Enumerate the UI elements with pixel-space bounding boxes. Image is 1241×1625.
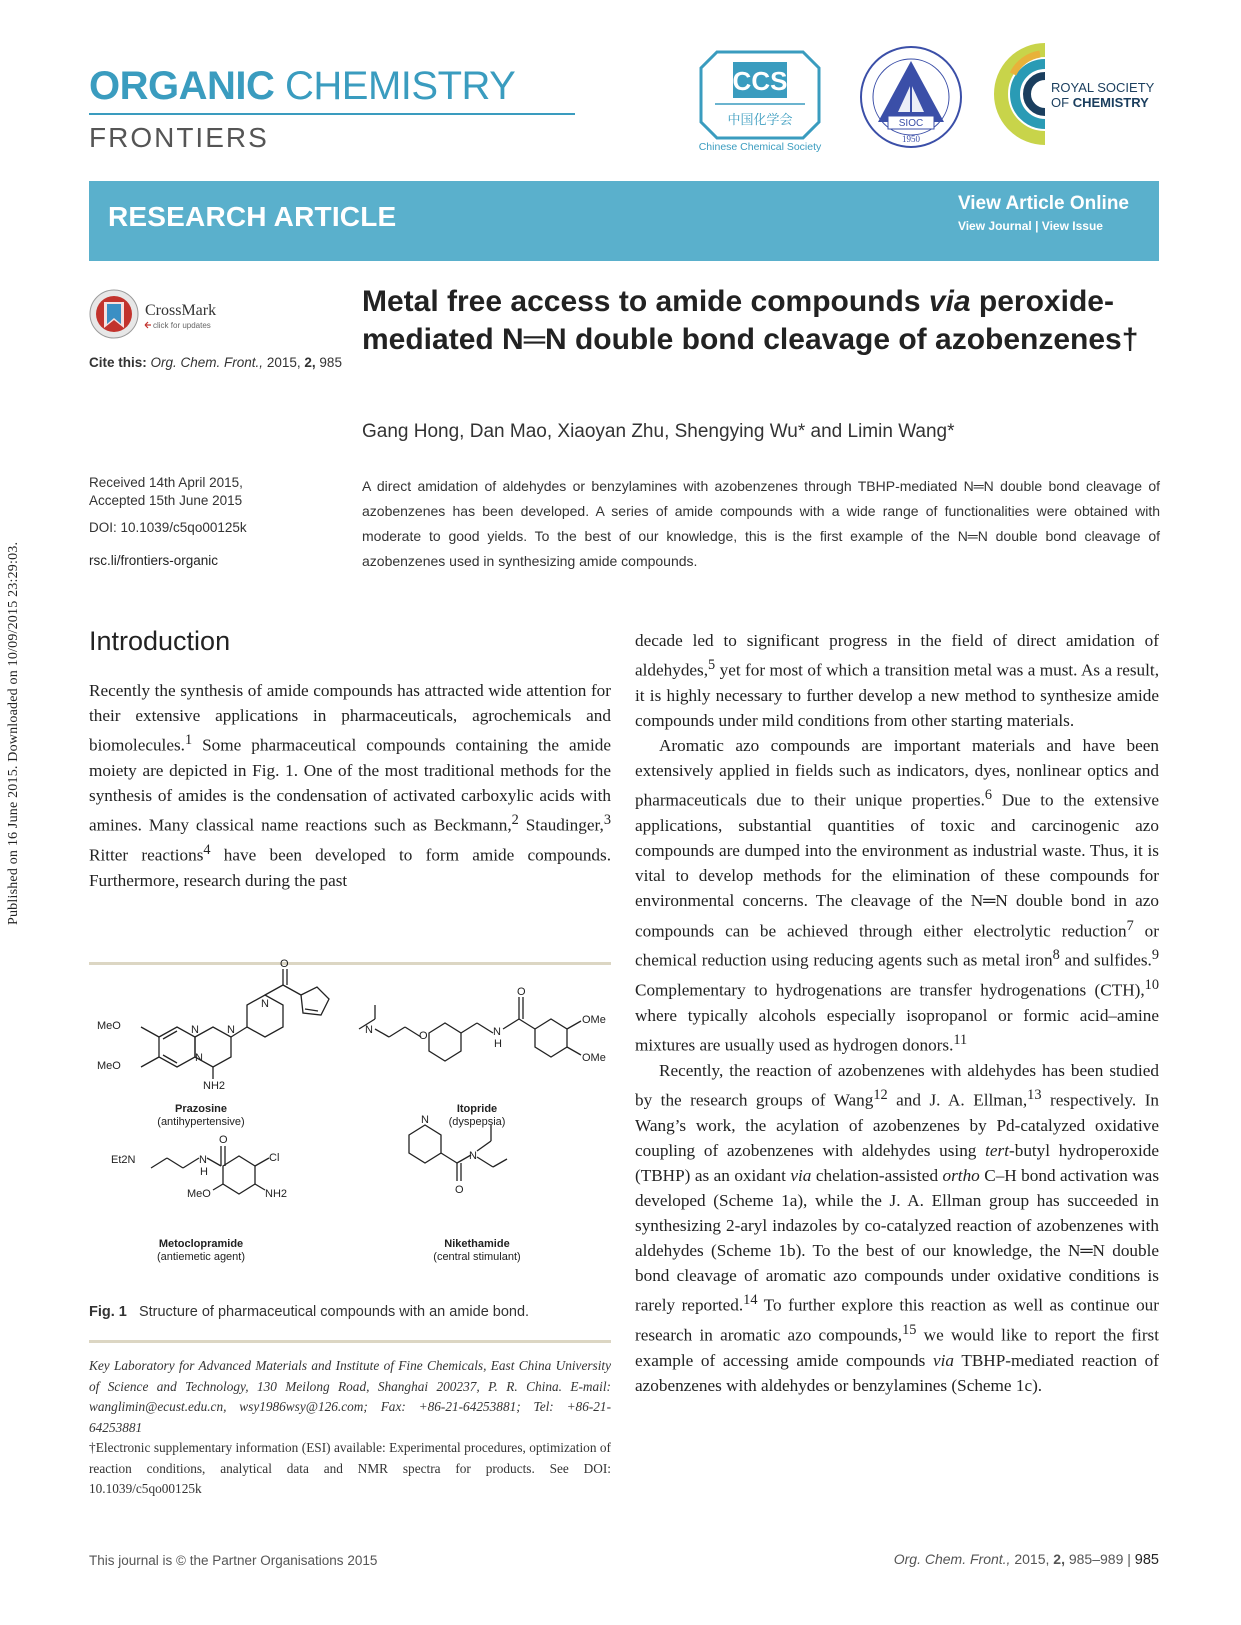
ref-link[interactable]: 5 [708, 657, 716, 674]
footer-year: 2015, [1014, 1551, 1050, 1567]
cite-label: Cite this: [89, 355, 147, 370]
compound-use-prazosine: (antihypertensive) [157, 1116, 245, 1128]
atom-label: N [191, 1024, 199, 1036]
sioc-year: 1950 [902, 134, 920, 144]
ref-link[interactable]: 2 [511, 812, 519, 829]
journal-title [89, 64, 515, 109]
rsc-logo[interactable] [995, 44, 1165, 144]
doi[interactable]: DOI: 10.1039/c5qo00125k [89, 520, 247, 535]
atom-label: NH2 [265, 1188, 288, 1200]
atom-label: MeO [97, 1060, 121, 1072]
ref-link[interactable]: 3 [603, 812, 611, 829]
atom-label: N [421, 1114, 429, 1126]
title-part-2: peroxide-mediated N═N double bond cleavage of azobenzenes† [362, 285, 1139, 356]
ref-link[interactable]: 6 [984, 787, 993, 804]
authors: Gang Hong, Dan Mao, Xiaoyan Zhu, Shengying Wu* and Limin Wang* [362, 421, 955, 442]
cite-volume: 2, [304, 355, 316, 370]
atom-label: N [469, 1150, 477, 1162]
esi-footnote: †Electronic supplementary information (ESI) available: Experimental procedures, optimization of reaction conditions, analytical data and NMR spectra for products. See DOI: 10.1039/c5qo00125k [89, 1440, 611, 1496]
banner-separator: | [1035, 219, 1039, 233]
figure-caption-text: Structure of pharmaceutical compounds with an amide bond. [138, 1304, 530, 1320]
footer-journal: Org. Chem. Front., [893, 1551, 1011, 1567]
atom-label: O [419, 1030, 428, 1042]
compound-use-nikethamide: (central stimulant) [433, 1251, 521, 1263]
compound-name-itopride: Itopride [456, 1103, 498, 1115]
atom-label: N [199, 1154, 207, 1166]
footnotes [89, 1356, 611, 1500]
atom-label: OMe [582, 1014, 606, 1026]
crossmark-label: CrossMark [145, 302, 217, 319]
ref-link[interactable]: 8 [1052, 947, 1060, 964]
affiliation-footnote: Key Laboratory for Advanced Materials and Institute of Fine Chemicals, East China University of Science and Technology, 130 Meilong Road, Shanghai 200237, P. R. China. E-mail: wanglimin@ecust.edu.cn, wsy1986wsy@126.com; Fax: +86-21-64253881; Tel: +86-21-64253881 [89, 1358, 611, 1435]
article-title [362, 283, 1162, 359]
ccs-abbrev: CCS [732, 66, 788, 96]
nikethamide-ring [409, 1125, 441, 1163]
intro-paragraph-3: Aromatic azo compounds are important materials and have been extensively applied in fields such as indicators, dyes, nonlinear optics and pharmaceuticals due to their unique properties.$^6$ Due to the extensive applications, substantial quantities of toxic and carcinogenic azo compounds are dumped into the environment as industrial waste. Thus, it is vital to develop methods for the elimination of these compounds for environmental concerns. The cleavage of the N═N double bond in azo compounds can be achieved through either electrolytic reduction$^7$ or chemical reduction using reducing agents such as metal iron$^8$ and sulfides.$^9$ Complementary to hydrogenations are transfer hydrogenations (CTH),$^{10}$ where typically alcohols especially isopropanol or formic acid–amine mixtures are usually used as hydrogen donors.$^{11}$ [635, 736, 1159, 1055]
intro-paragraph-1: Recently the synthesis of amide compounds has attracted wide attention for their extensive applications in pharmaceuticals, agrochemicals and biomolecules.$^1$ Some pharmaceutical compounds containing the amide moiety are depicted in Fig. 1. One of the most traditional methods for the synthesis of amides is the condensation of activated carboxylic acids with amines. Many classical name reactions such as Beckmann,$^2$ Staudinger,$^3$ Ritter reactions$^4$ have been developed to form amide compounds. Furthermore, research during the past [89, 681, 611, 890]
atom-label: N [365, 1024, 373, 1036]
ref-link[interactable]: 4 [203, 842, 211, 859]
abstract: A direct amidation of aldehydes or benzylamines with azobenzenes through TBHP-mediated N═N double bond cleavage of azobenzenes has been developed. A series of amide compounds with a wide range of functionalities were obtained with moderate to good yields. To the best of our knowledge, this is the first example of the N═N double bond cleavage of azobenzenes used in synthesizing amide compounds. [362, 478, 1160, 569]
compound-name-prazosine: Prazosine [175, 1103, 227, 1115]
footer-pages: 985–989 [1068, 1551, 1124, 1567]
citation [89, 353, 349, 373]
banner-sub-links [958, 219, 1129, 233]
ccs-chinese-name: 中国化学会 [727, 113, 793, 128]
journal-title-light: CHEMISTRY [285, 64, 516, 108]
atom-label: O [280, 958, 289, 970]
atom-label: H [200, 1166, 208, 1178]
figure-1 [89, 958, 611, 1295]
ref-link[interactable]: 13 [1027, 1087, 1042, 1103]
rsc-line2-prefix: OF [1051, 95, 1070, 110]
footer-page-number: 985 [1134, 1552, 1159, 1568]
figure-rule-top [89, 962, 611, 965]
itopride-ring-1 [429, 1023, 461, 1061]
atom-label: N [261, 998, 269, 1010]
body-column-left [89, 678, 611, 893]
journal-link[interactable]: rsc.li/frontiers-organic [89, 553, 219, 568]
title-via: via [928, 285, 971, 318]
ccs-logo[interactable] [695, 44, 825, 154]
ref-link[interactable]: 14 [743, 1292, 758, 1309]
banner-links [958, 193, 1129, 233]
compound-name-metoclopramide: Metoclopramide [158, 1238, 244, 1250]
ref-link[interactable]: 1 [184, 732, 193, 749]
ref-link[interactable]: 15 [902, 1322, 917, 1339]
compound-use-itopride: (dyspepsia) [448, 1116, 506, 1128]
ref-link[interactable]: 11 [953, 1032, 968, 1049]
atom-label: O [219, 1134, 228, 1146]
article-dates [89, 474, 349, 510]
atom-label: H [494, 1038, 502, 1050]
footer-citation [894, 1551, 1159, 1568]
body-column-right [635, 628, 1159, 1398]
article-type-label: RESEARCH ARTICLE [108, 201, 397, 232]
atom-label: NH2 [203, 1080, 226, 1092]
view-journal-link[interactable]: View Journal [957, 219, 1032, 233]
view-issue-link[interactable]: View Issue [1041, 219, 1103, 233]
svg-text:OF CHEMISTRY [1051, 95, 1149, 110]
atom-label: O [455, 1184, 464, 1196]
atom-label: MeO [187, 1188, 211, 1200]
atom-label: N [195, 1052, 203, 1064]
atom-label: Et2N [111, 1154, 136, 1166]
cite-journal: Org. Chem. Front., [150, 355, 264, 370]
atom-label: OMe [582, 1052, 606, 1064]
figure-rule-bottom [89, 1340, 611, 1343]
journal-title-rule [89, 113, 575, 115]
intro-paragraph-4: Recently, the reaction of azobenzenes with aldehydes has been studied by the research groups of Wang$^{12}$ and J. A. Ellman,$^{13}$ respectively. In Wang’s work, the acylation of azobenzenes by Pd-catalyzed oxidative coupling of azobenzenes with aldehydes using tert-butyl hydroperoxide (TBHP) as an oxidant via chelation-assisted ortho C–H bond activation was developed (Scheme 1a), while the J. A. Ellman group has succeeded in synthesizing 2-aryl indazoles by co-catalyzed reaction of azobenzenes with aldehydes (Scheme 1b). To the best of our knowledge, the N═N double bond cleavage of aromatic azo compounds under oxidative conditions is rarely reported.$^{14}$ To further explore this reaction as well as continue our research in aromatic azo compounds,$^{15}$ we would like to report the first example of accessing amide compounds via TBHP-mediated reaction of azobenzenes with aldehydes or benzylamines (Scheme 1c). [635, 1060, 1160, 1396]
journal-subtitle: FRONTIERS [89, 122, 269, 153]
journal-title-bold: ORGANIC [89, 64, 275, 108]
figure-caption [89, 1304, 529, 1320]
cite-page: 985 [319, 355, 342, 370]
crossmark-badge[interactable] [89, 288, 229, 340]
ref-link[interactable]: 9 [1151, 947, 1159, 964]
itopride-ring-2 [535, 1019, 567, 1057]
publication-note: Published on 16 June 2015. Downloaded on 10/09/2015 23:29:03. [6, 541, 21, 925]
footer-copyright: This journal is © the Partner Organisations 2015 [89, 1553, 378, 1568]
accepted-date: Accepted 15th June 2015 [89, 493, 243, 508]
sioc-logo[interactable] [858, 44, 964, 150]
crossmark-sub: click for updates [153, 321, 211, 330]
view-article-online-link[interactable]: View Article Online [957, 193, 1129, 214]
atom-label: MeO [97, 1020, 121, 1032]
atom-label: O [517, 986, 526, 998]
ccs-name: Chinese Chemical Society [698, 141, 822, 153]
prazosine-benzene [159, 1027, 195, 1067]
compound-name-nikethamide: Nikethamide [444, 1238, 510, 1250]
compound-use-metoclopramide: (antiemetic agent) [156, 1251, 246, 1263]
ref-link[interactable]: 12 [873, 1087, 888, 1103]
atom-label: N [493, 1026, 501, 1038]
title-part-1: Metal free access to amide compounds [362, 285, 929, 318]
atom-label: Cl [269, 1152, 280, 1164]
intro-paragraph-2: decade led to significant progress in the field of direct amidation of aldehydes,$^5$ yet for most of which a transition metal was a must. As a result, it is highly necessary to further develop a new method to synthesize amide compounds under mild conditions from other starting materials. [635, 631, 1159, 731]
received-date: Received 14th April 2015, [89, 475, 243, 490]
atom-label: N [227, 1024, 235, 1036]
metoclopramide-ring [223, 1156, 255, 1194]
footer-volume: 2, [1053, 1551, 1065, 1567]
section-heading-introduction: Introduction [89, 626, 231, 656]
rsc-line2: CHEMISTRY [1072, 95, 1149, 110]
ref-link[interactable]: 10 [1144, 977, 1159, 994]
ref-link[interactable]: 7 [1126, 917, 1134, 934]
article-type-banner [89, 181, 1159, 261]
rsc-line1: ROYAL SOCIETY [1051, 80, 1155, 95]
footer-separator: | [1127, 1551, 1131, 1567]
cite-year: 2015, [266, 355, 301, 370]
sioc-abbrev: SIOC [898, 118, 924, 129]
figure-label: Fig. 1 [89, 1304, 127, 1320]
